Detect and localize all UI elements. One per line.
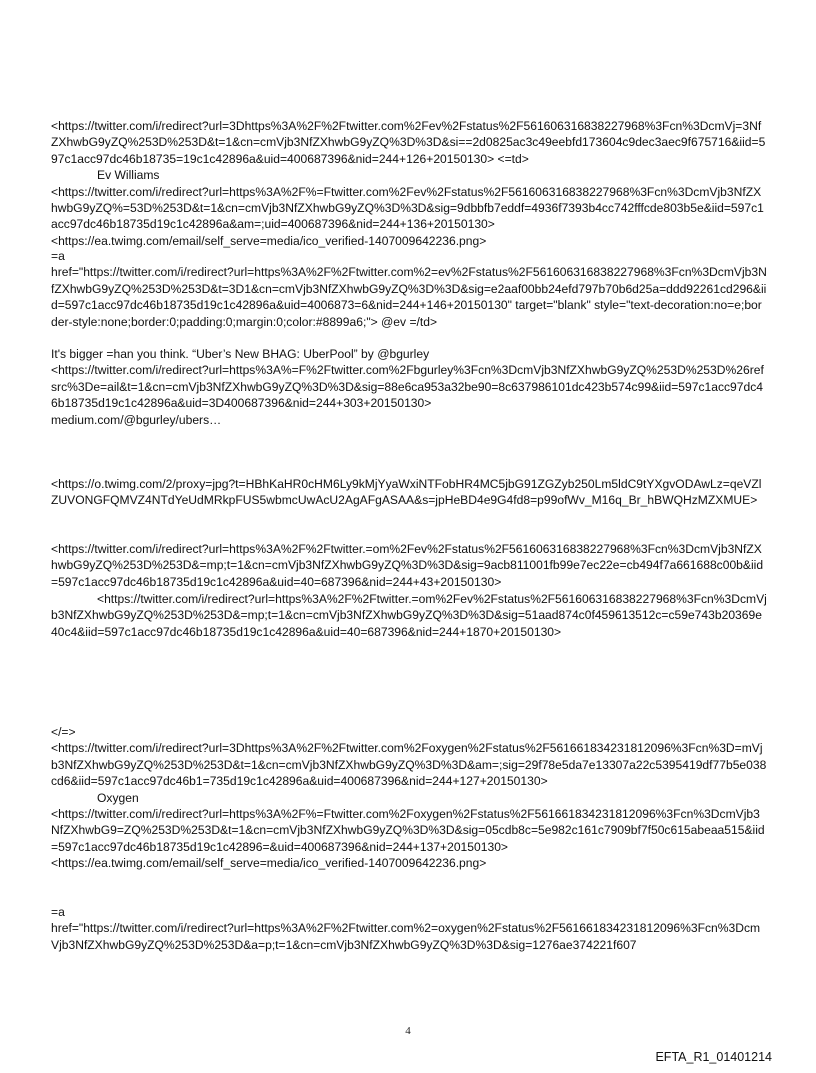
redirect-url-bgurley: <https://twitter.com/i/redirect?url=https%3A%=F%2Ftwitter.com%2Fbgurley%3Fcn%3DcmVjb3NfZXhwbG9yZQ%253D%253D%26refsrc%3De=ail&t=1&cn=cmVjb3NfZXhwbG9yZQ%3D%3D&sig=88e6ca953a32be90=8c637986101dc423b574c99&iid=597c1acc97dc46b18735d19c1c42896a&uid=3D400687396&nid=244+303+20150130> <box>51 363 764 411</box>
verified-icon-url: <https://ea.twimg.com/email/self_serve=media/ico_verified-1407009642236.png> <box>51 856 487 871</box>
redirect-url-ev-1: <https://twitter.com/i/redirect?url=3Dhttps%3A%2F%2Ftwitter.com%2Fev%2Fstatus%2F561606316838227968%3Fcn%3DcmVj=3NfZXhwbG9yZQ%253D%253D&t=1&cn=cmVjb3NfZXhwbG9yZQ%3D%3D&si==2d0825ac3c49eebfd173604c9dec3aec9f675716&iid=597c1acc97dc46b18735=19c1c42896a&uid=400687396&nid=244+126+20150130> <=td> <box>51 119 766 166</box>
redirect-url-oxygen-2: <https://twitter.com/i/redirect?url=https%3A%2F%=Ftwitter.com%2Foxygen%2Fstatus%2F561661834231812096%3Fcn%3DcmVjb3NfZXhwbG9=ZQ%253D%253D&t=1&cn=cmVjb3NfZXhwbG9yZQ%3D%3D&sig=05cdb8c=5e982c161c7909bf7f50c615abeaa515&iid=597c1acc97dc46b18735d19c1c42896=&uid=400687396&nid=244+137+20150130> <box>51 807 765 854</box>
display-name-ev-williams: Ev Williams <box>97 168 160 183</box>
email-source-block <box>51 248 767 330</box>
redirect-url-ev-4: <https://twitter.com/i/redirect?url=https%3A%2F%2Ftwitter.=om%2Fev%2Fstatus%2F561606316838227968%3Fcn%3DcmVjb3NfZXhwbG9yZQ%253D%253D&=mp;t=1&cn=cmVjb3NfZXhwbG9yZQ%3D%3D&sig=51aad874c0f459613512c=c59e743b20369e40c4&iid=597c1acc97dc46b18735d19c1c42896a&uid=40=687396&nid=244+1870+20150130> <box>51 592 767 639</box>
image-proxy-url: <https://o.twimg.com/2/proxy=jpg?t=HBhKaHR0cHM6Ly9kMjYyaWxiNTFobHR4MC5jbG91ZGZyb250Lm5ldC9tYXgvODAwLz=qeVZlZUVONGFQMVZ4NTdYeUdMRkpFUS5wbmcUwAcU2AgAFgASAA&s=jpHeBD4e9G4fd8=p99ofWv_M16q_Br_hBWQHzMZXMUE> <box>51 477 762 508</box>
email-source-block <box>51 118 767 249</box>
display-name-oxygen: Oxygen <box>97 790 139 805</box>
document-id: EFTA_R1_01401214 <box>655 1050 772 1064</box>
href-fragment-oxygen: href="https://twitter.com/i/redirect?url=https%3A%2F%2Ftwitter.com%2=oxygen%2Fstatus%2F561661834231812096%3Fcn%3DcmVjb3NfZXhwbG9yZQ%253D%253D&a=p;t=1&cn=cmVjb3NfZXhwbG9yZQ%3D%3D&sig=1276ae374221f607 <box>51 921 761 952</box>
email-source-block <box>51 346 767 428</box>
href-fragment-ev: href="https://twitter.com/i/redirect?url=https%3A%2F%2Ftwitter.com%2=ev%2Fstatus%2F561606316838227968%3Fcn%3DcmVjb3NfZXhwbG9yZQ%253D%253D&t=3D1&cn=cmVjb3NfZXhwbG9yZQ%3D%3D&sig=e2aaf00bb24efd797b70b6d25a=ddd92261cd296&iid=597c1acc97dc46b18735d19c1c42896a&uid=4006873=6&nid=244+146+20150130" target="blank" style="text-decoration:no=e;border-style:none;border:0;padding:0;margin:0;color:#8899a6;"> @ev =/td> <box>51 265 767 329</box>
anchor-fragment: =a <box>51 905 65 919</box>
page-number: 4 <box>405 1025 411 1037</box>
email-source-block <box>51 591 767 640</box>
verified-icon-url: <https://ea.twimg.com/email/self_serve=media/ico_verified-1407009642236.png> <box>51 233 487 248</box>
anchor-fragment: =a <box>51 249 65 263</box>
email-source-block <box>51 904 767 953</box>
email-source-block <box>51 724 767 872</box>
email-source-block <box>51 541 767 590</box>
email-source-block <box>51 476 767 509</box>
redirect-url-ev-3: <https://twitter.com/i/redirect?url=https%3A%2F%2Ftwitter.=om%2Fev%2Fstatus%2F561606316838227968%3Fcn%3DcmVjb3NfZXhwbG9yZQ%253D%253D&=mp;t=1&cn=cmVjb3NfZXhwbG9yZQ%3D%3D&sig=9acb811001fb99e7ec22e=cb494f7a661688c00b&iid=597c1acc97dc46b18735d19c1c42896a&uid=40=687396&nid=244+43+20150130> <box>51 542 764 589</box>
tweet-text: It's bigger =han you think. “Uber’s New BHAG: UberPool” by @bgurley <box>51 347 430 361</box>
redirect-url-oxygen-1: <https://twitter.com/i/redirect?url=3Dhttps%3A%2F%2Ftwitter.com%2Foxygen%2Fstatus%2F561661834231812096%3Fcn%3D=mVjb3NfZXhwbG9yZQ%253D%253D&t=1&cn=cmVjb3NfZXhwbG9yZQ%3D%3D&am=;sig=29f78e5da7e13307a22c5395419df77b5e038cd6&iid=597c1acc97dc46b1=735d19c1c42896a&uid=400687396&nid=244+127+20150130> <box>51 741 767 789</box>
closing-tag-fragment: </=> <box>51 725 76 739</box>
redirect-url-ev-2: <https://twitter.com/i/redirect?url=https%3A%2F%=Ftwitter.com%2Fev%2Fstatus%2F561606316838227968%3Fcn%3DcmVjb3NfZXhwbG9yZQ%=53D%253D&t=1&cn=cmVjb3NfZXhwbG9yZQ%3D%3D&sig=9dbbfb7eddf=4936f7393b4cc742fffcde803b5e&iid=597c1acc97dc46b18735d19c1c42896a&am=;uid=400687396&nid=244+136+20150130> <box>51 184 764 232</box>
medium-link-text: medium.com/@bgurley/ubers… <box>51 412 222 427</box>
